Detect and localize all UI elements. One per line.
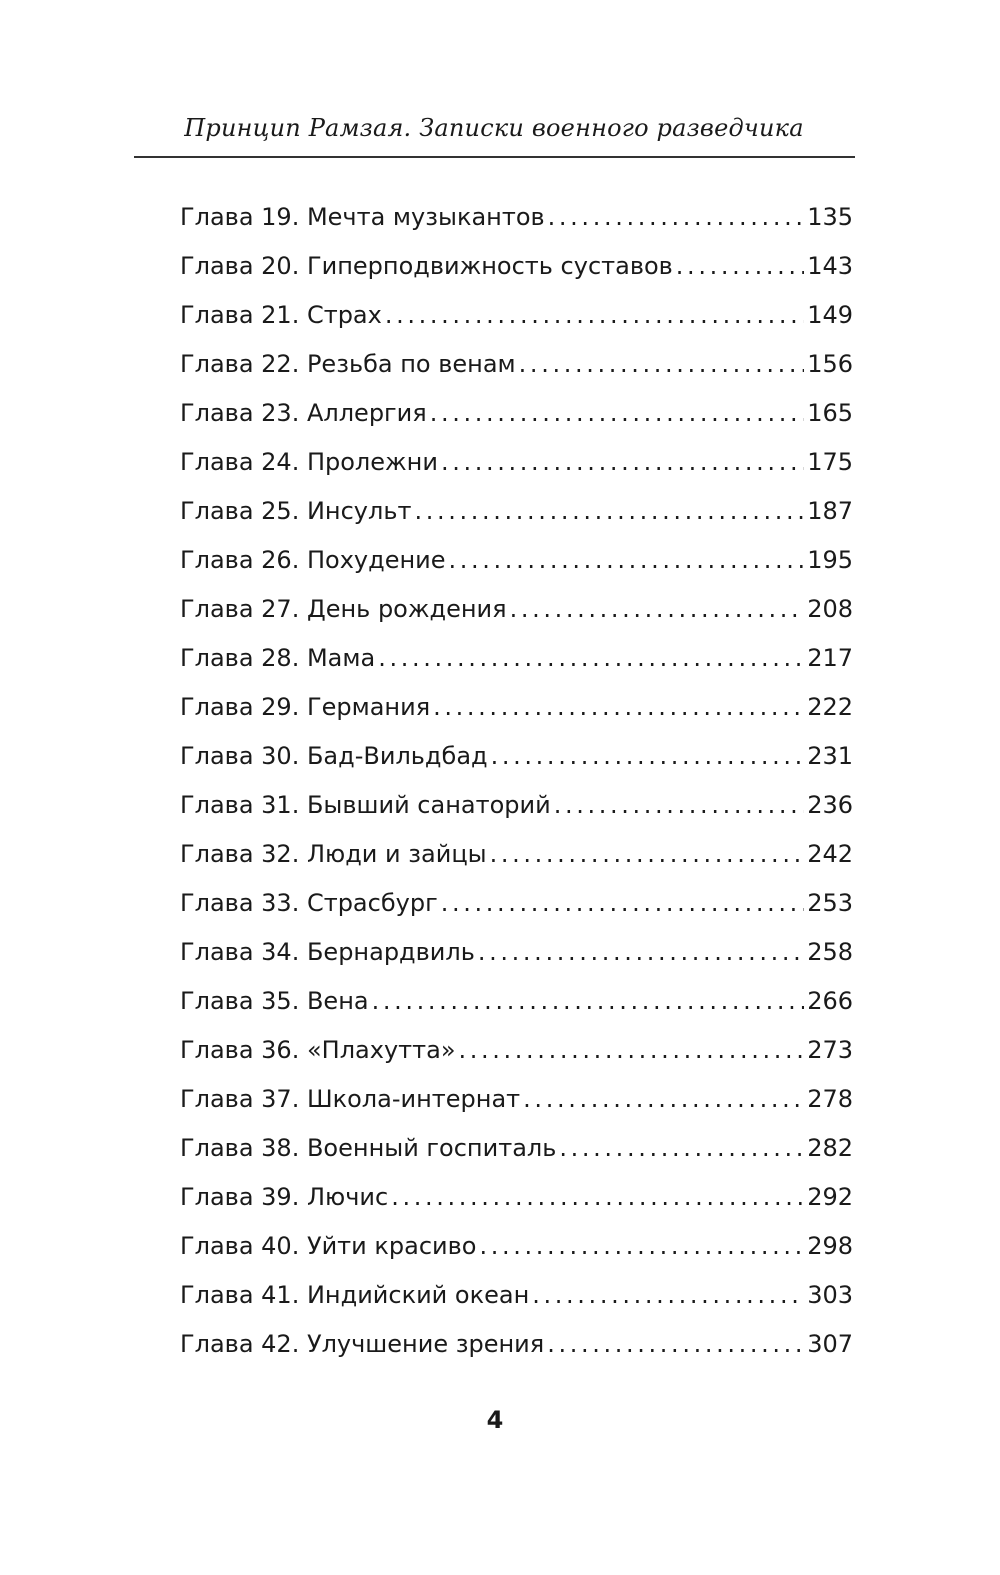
toc-entry-page: 175 xyxy=(807,448,853,476)
toc-entry-page: 278 xyxy=(807,1085,853,1113)
toc-entry-title: Глава 21. Страх xyxy=(180,301,382,329)
dot-leader xyxy=(554,791,804,819)
toc-entry-title: Глава 24. Пролежни xyxy=(180,448,438,476)
toc-entry xyxy=(180,889,853,938)
dot-leader xyxy=(372,987,805,1015)
toc-entry-title: Глава 39. Лючис xyxy=(180,1183,389,1211)
toc-entry-page: 222 xyxy=(807,693,853,721)
toc-entry-title: Глава 29. Германия xyxy=(180,693,431,721)
table-of-contents xyxy=(180,203,853,1379)
dot-leader xyxy=(414,497,804,525)
toc-entry-page: 307 xyxy=(807,1330,853,1358)
toc-entry xyxy=(180,350,853,399)
toc-entry xyxy=(180,399,853,448)
dot-leader xyxy=(433,693,804,721)
toc-entry xyxy=(180,301,853,350)
dot-leader xyxy=(391,1183,804,1211)
dot-leader xyxy=(547,1330,804,1358)
toc-entry xyxy=(180,1183,853,1232)
toc-entry-page: 292 xyxy=(807,1183,853,1211)
toc-entry-page: 165 xyxy=(807,399,853,427)
toc-entry-page: 236 xyxy=(807,791,853,819)
header-divider xyxy=(134,156,855,158)
toc-entry xyxy=(180,448,853,497)
toc-entry-title: Глава 22. Резьба по венам xyxy=(180,350,516,378)
toc-entry-title: Глава 32. Люди и зайцы xyxy=(180,840,487,868)
toc-entry-page: 282 xyxy=(807,1134,853,1162)
toc-entry-title: Глава 25. Инсульт xyxy=(180,497,412,525)
toc-entry-page: 242 xyxy=(807,840,853,868)
dot-leader xyxy=(676,252,804,280)
toc-entry xyxy=(180,840,853,889)
toc-entry-title: Глава 30. Бад-Вильдбад xyxy=(180,742,488,770)
toc-entry-page: 231 xyxy=(807,742,853,770)
toc-entry xyxy=(180,1134,853,1183)
toc-entry-title: Глава 35. Вена xyxy=(180,987,369,1015)
toc-entry-title: Глава 19. Мечта музыкантов xyxy=(180,203,545,231)
dot-leader xyxy=(510,595,805,623)
toc-entry-page: 156 xyxy=(807,350,853,378)
toc-entry-title: Глава 27. День рождения xyxy=(180,595,507,623)
toc-entry-title: Глава 38. Военный госпиталь xyxy=(180,1134,557,1162)
dot-leader xyxy=(532,1281,804,1309)
toc-entry-title: Глава 28. Мама xyxy=(180,644,376,672)
toc-entry xyxy=(180,1232,853,1281)
toc-entry-page: 208 xyxy=(807,595,853,623)
toc-entry xyxy=(180,1330,853,1379)
toc-entry-title: Глава 31. Бывший санаторий xyxy=(180,791,551,819)
dot-leader xyxy=(385,301,804,329)
dot-leader xyxy=(449,546,805,574)
toc-entry-title: Глава 42. Улучшение зрения xyxy=(180,1330,545,1358)
dot-leader xyxy=(441,448,804,476)
dot-leader xyxy=(491,742,805,770)
toc-entry xyxy=(180,252,853,301)
toc-entry-title: Глава 33. Страсбург xyxy=(180,889,438,917)
dot-leader xyxy=(490,840,805,868)
toc-entry xyxy=(180,644,853,693)
toc-entry xyxy=(180,1085,853,1134)
dot-leader xyxy=(519,350,805,378)
toc-entry-title: Глава 23. Аллергия xyxy=(180,399,427,427)
running-head-title: Принцип Рамзая. Записки военного разведчика xyxy=(184,114,804,142)
toc-entry-page: 143 xyxy=(807,252,853,280)
dot-leader xyxy=(548,203,805,231)
toc-entry xyxy=(180,938,853,987)
dot-leader xyxy=(378,644,804,672)
toc-entry xyxy=(180,546,853,595)
dot-leader xyxy=(478,938,804,966)
dot-leader xyxy=(430,399,804,427)
toc-entry-title: Глава 41. Индийский океан xyxy=(180,1281,530,1309)
toc-entry-page: 253 xyxy=(807,889,853,917)
toc-entry xyxy=(180,1036,853,1085)
toc-entry-page: 187 xyxy=(807,497,853,525)
toc-entry xyxy=(180,742,853,791)
dot-leader xyxy=(441,889,805,917)
toc-entry-title: Глава 34. Бернардвиль xyxy=(180,938,475,966)
toc-entry xyxy=(180,1281,853,1330)
toc-entry xyxy=(180,987,853,1036)
toc-entry-title: Глава 37. Школа-интернат xyxy=(180,1085,521,1113)
toc-entry-title: Глава 20. Гиперподвижность суставов xyxy=(180,252,673,280)
toc-entry-title: Глава 40. Уйти красиво xyxy=(180,1232,477,1260)
dot-leader xyxy=(459,1036,805,1064)
toc-entry-page: 273 xyxy=(807,1036,853,1064)
toc-entry-page: 195 xyxy=(807,546,853,574)
toc-entry-page: 303 xyxy=(807,1281,853,1309)
toc-entry-page: 266 xyxy=(807,987,853,1015)
toc-entry-page: 135 xyxy=(807,203,853,231)
toc-entry-page: 217 xyxy=(807,644,853,672)
toc-entry xyxy=(180,693,853,742)
toc-entry-page: 149 xyxy=(807,301,853,329)
dot-leader xyxy=(559,1134,804,1162)
toc-entry xyxy=(180,791,853,840)
toc-entry-page: 298 xyxy=(807,1232,853,1260)
toc-entry xyxy=(180,497,853,546)
toc-entry-title: Глава 36. «Плахутта» xyxy=(180,1036,456,1064)
toc-entry-title: Глава 26. Похудение xyxy=(180,546,446,574)
toc-entry xyxy=(180,203,853,252)
dot-leader xyxy=(523,1085,804,1113)
dot-leader xyxy=(479,1232,804,1260)
toc-entry xyxy=(180,595,853,644)
toc-entry-page: 258 xyxy=(807,938,853,966)
page-number: 4 xyxy=(486,1406,504,1434)
